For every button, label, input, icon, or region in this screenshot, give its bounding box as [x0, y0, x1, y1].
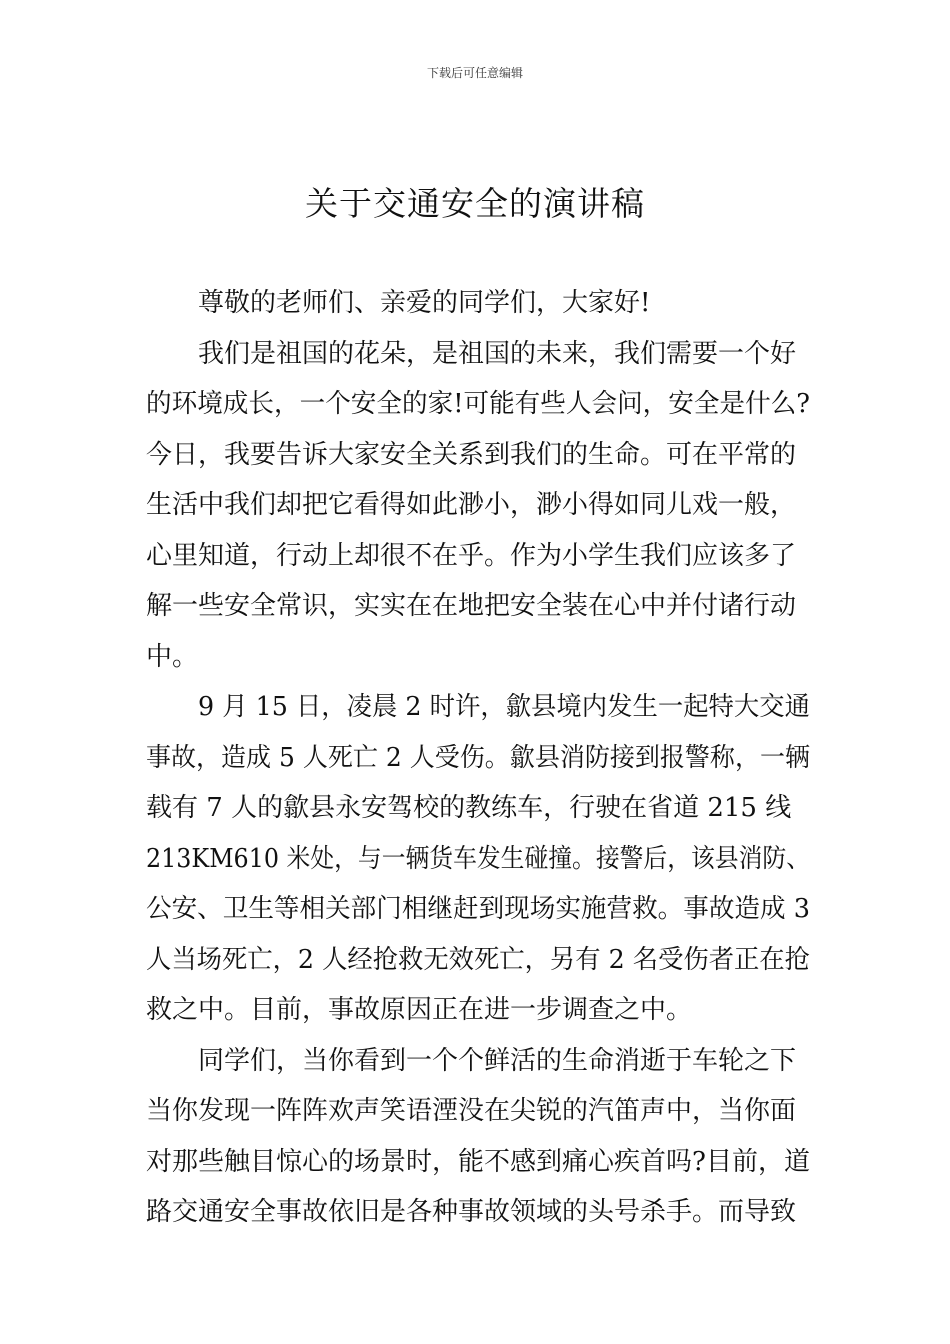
text-line: 人当场死亡，2 人经抢救无效死亡，另有 2 名受伤者正在抢 — [146, 944, 810, 975]
text-line: 的环境成长，一个安全的家!可能有些人会问，安全是什么? — [146, 389, 810, 419]
text-line: 今日，我要告诉大家安全关系到我们的生命。可在平常的 — [146, 439, 797, 470]
text-line: 我们是祖国的花朵，是祖国的未来，我们需要一个好 — [198, 338, 797, 369]
text-line: 当你发现一阵阵欢声笑语湮没在尖锐的汽笛声中，当你面 — [146, 1096, 797, 1126]
header-note: 下载后可任意编辑 — [426, 66, 523, 80]
text-line: 心里知道，行动上却很不在乎。作为小学生我们应该多了 — [146, 540, 797, 571]
text-line: 解一些安全常识，实实在在地把安全装在心中并付诸行动 — [146, 591, 797, 621]
text-line: 生活中我们却把它看得如此渺小，渺小得如同儿戏一般， — [146, 490, 797, 520]
text-line: 路交通安全事故依旧是各种事故领域的头号杀手。而导致 — [146, 1197, 797, 1227]
text-line: 救之中。目前，事故原因正在进一步调查之中。 — [146, 995, 693, 1025]
document-body — [146, 278, 810, 1238]
text-line: 公安、卫生等相关部门相继赶到现场实施营救。事故造成 3 — [146, 894, 810, 924]
document-title: 关于交通安全的演讲稿 — [305, 184, 645, 223]
text-line: 载有 7 人的歙县永安驾校的教练车，行驶在省道 215 线 — [146, 793, 792, 823]
text-line: 同学们，当你看到一个个鲜活的生命消逝于车轮之下 — [198, 1045, 797, 1076]
text-line: 对那些触目惊心的场景时，能不感到痛心疾首吗?目前，道 — [146, 1146, 810, 1177]
text-line: 尊敬的老师们、亲爱的同学们，大家好! — [198, 288, 651, 318]
text-line: 9 月 15 日，凌晨 2 时许，歙县境内发生一起特大交通 — [198, 692, 810, 722]
text-line: 213KM610 米处，与一辆货车发生碰撞。接警后，该县消防、 — [146, 843, 810, 874]
text-line: 事故，造成 5 人死亡 2 人受伤。歙县消防接到报警称，一辆 — [146, 742, 810, 773]
text-line: 中。 — [146, 641, 199, 672]
